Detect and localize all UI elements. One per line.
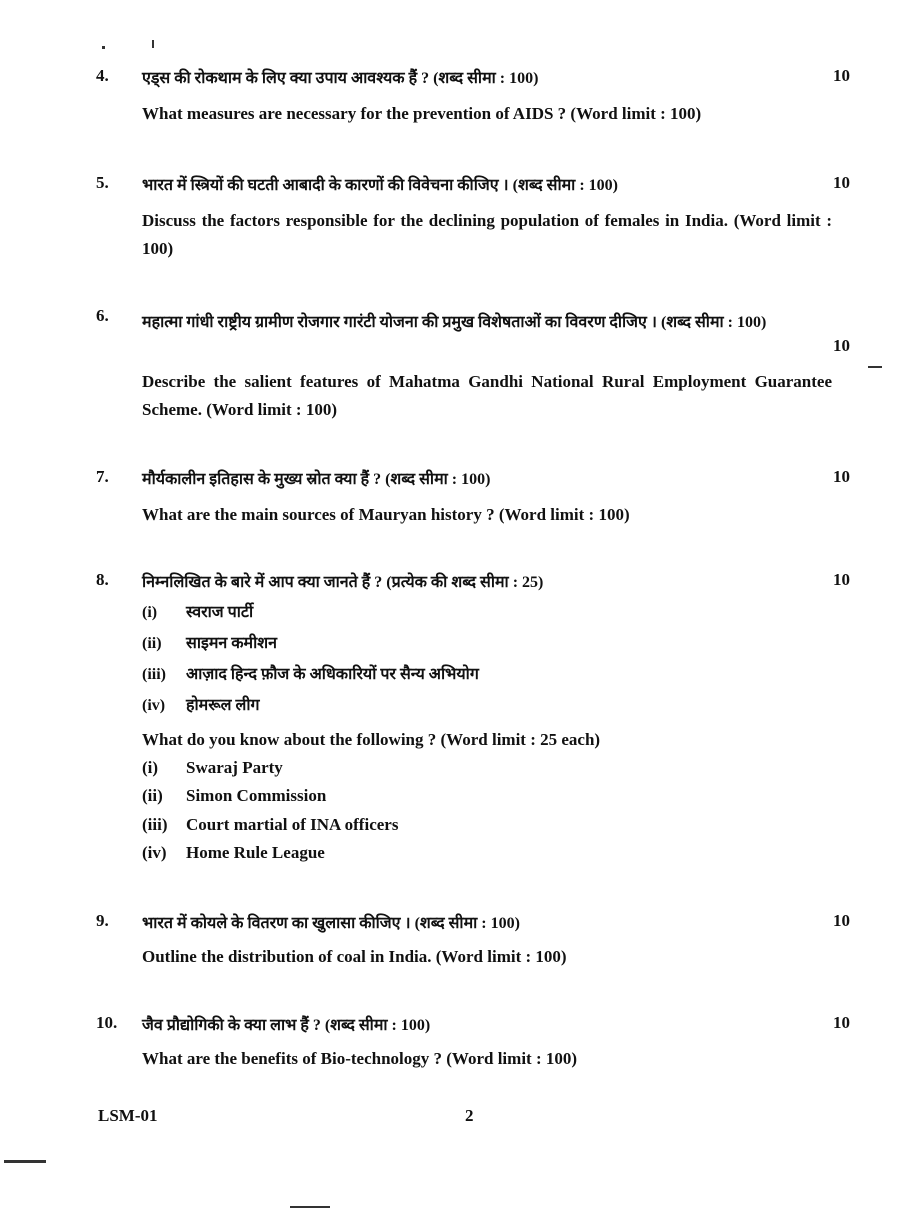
question-number: 9.: [96, 911, 109, 930]
question-text-english: What are the main sources of Mauryan history ? (Word limit : 100): [142, 505, 630, 524]
question-text-hindi: एड्स की रोकथाम के लिए क्या उपाय आवश्यक हैं ? (शब्द सीमा : 100): [142, 70, 539, 87]
list-item: [142, 843, 325, 871]
question-text-hindi: महात्मा गांधी राष्ट्रीय ग्रामीण रोजगार गारंटी योजना की प्रमुख विशेषताओं का विवरण दीजिए । (शब्द सीमा : 100): [142, 314, 767, 331]
item-text: आज़ाद हिन्द फ़ौज के अधिकारियों पर सैन्य अभियोग: [186, 666, 479, 683]
item-numeral: (iv): [142, 843, 167, 862]
question-number: 4.: [96, 66, 109, 85]
question-number: 10.: [96, 1013, 118, 1032]
list-item: [142, 600, 253, 628]
question-text-hindi: मौर्यकालीन इतिहास के मुख्य स्रोत क्या हैं ? (शब्द सीमा : 100): [142, 471, 491, 488]
item-numeral: (i): [142, 758, 159, 777]
list-item: [142, 815, 398, 843]
item-numeral: (ii): [142, 786, 163, 805]
question-10: [96, 1013, 856, 1068]
question-8: [96, 570, 856, 862]
item-text: Court martial of INA officers: [186, 815, 399, 834]
question-text-hindi: जैव प्रौद्योगिकी के क्या लाभ हैं ? (शब्द सीमा : 100): [142, 1017, 431, 1034]
item-text: होमरूल लीग: [186, 697, 260, 714]
question-text-english: Outline the distribution of coal in India. (Word limit : 100): [142, 947, 567, 966]
item-text: Swaraj Party: [186, 758, 283, 777]
item-text: साइमन कमीशन: [186, 635, 278, 652]
question-text-english: Describe the salient features of Mahatma Gandhi National Rural Employment Guarantee Scheme. (Word limit : 100): [142, 372, 832, 419]
item-numeral: (i): [142, 604, 158, 621]
item-numeral: (iii): [142, 666, 166, 683]
page-number: 2: [465, 1106, 474, 1125]
question-text-hindi: भारत में कोयले के वितरण का खुलासा कीजिए । (शब्द सीमा : 100): [142, 915, 520, 932]
item-numeral: (ii): [142, 635, 162, 652]
question-marks: 10: [833, 66, 850, 85]
list-item: [142, 693, 260, 721]
scan-speck: [868, 366, 882, 368]
item-text: स्वराज पार्टी: [186, 604, 254, 621]
question-7: [96, 467, 856, 524]
question-marks: 10: [833, 336, 850, 355]
item-numeral: (iii): [142, 815, 168, 834]
question-text-english: What do you know about the following ? (Word limit : 25 each): [142, 730, 601, 749]
question-5: [96, 173, 856, 258]
paper-code: LSM-01: [98, 1106, 158, 1125]
question-number: 6.: [96, 306, 109, 325]
question-marks: 10: [833, 911, 850, 930]
scan-speck: [290, 1206, 330, 1208]
list-item: [142, 631, 277, 659]
question-number: 7.: [96, 467, 109, 486]
question-text-hindi: भारत में स्त्रियों की घटती आबादी के कारणों की विवेचना कीजिए । (शब्द सीमा : 100): [142, 177, 618, 194]
scan-speck: [4, 1160, 46, 1163]
scan-speck: [102, 46, 105, 49]
item-text: Simon Commission: [186, 786, 327, 805]
question-6: [96, 306, 856, 419]
question-text-english: What are the benefits of Bio-technology ? (Word limit : 100): [142, 1049, 578, 1068]
question-marks: 10: [833, 1013, 850, 1032]
question-marks: 10: [833, 570, 850, 589]
question-number: 8.: [96, 570, 109, 589]
item-numeral: (iv): [142, 697, 166, 714]
item-text: Home Rule League: [186, 843, 325, 862]
question-4: [96, 66, 856, 123]
list-item: [142, 786, 326, 814]
question-number: 5.: [96, 173, 109, 192]
question-text-english: Discuss the factors responsible for the declining population of females in India. (Word limit : 100): [142, 211, 832, 258]
question-marks: 10: [833, 173, 850, 192]
question-9: [96, 911, 856, 966]
question-text-hindi: निम्नलिखित के बारे में आप क्या जानते हैं ? (प्रत्येक की शब्द सीमा : 25): [142, 574, 544, 591]
question-marks: 10: [833, 467, 850, 486]
question-text-english: What measures are necessary for the prevention of AIDS ? (Word limit : 100): [142, 104, 702, 123]
scan-speck: [152, 40, 154, 48]
list-item: [142, 758, 283, 786]
list-item: [142, 662, 479, 690]
